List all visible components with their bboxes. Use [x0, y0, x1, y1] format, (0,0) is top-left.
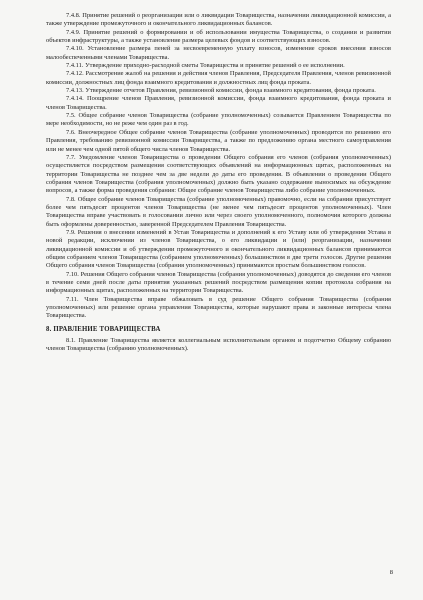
paragraph-7-4-14: 7.4.14. Поощрение членов Правления, ревизионной комиссии, фонда взаимного кредитования, фонда проката и членов Товарищества. [46, 95, 391, 111]
paragraph-8-1: 8.1. Правление Товарищества является коллегиальным исполнительным органом и подотчетно Общему собранию членов Товарищества (собранию уполномоченных). [46, 336, 391, 353]
paragraph-7-10: 7.10. Решения Общего собрания членов Товарищества (собрания уполномоченных) доводятся до сведения его членов в течение семи дней после даты принятия указанных решений посредством размещения копии протокола собрания на информационных щитах, расположенных на территории Товарищества. [46, 270, 391, 295]
paragraph-7-7: 7.7. Уведомление членов Товарищества о проведении Общего собрания его членов (собрания уполномоченных) осуществляется посредством размещения соответствующих объявлений на информационных щитах, расположенных на территории Товарищества не позднее чем за две недели до даты его проведения. В объявлении о проведении Общего собрания членов Товарищества (собрания уполномоченных) должно быть указано содержание выносимых на обсуждение вопросов, а также форма проведения собрания: Общее собрание членов Товарищества либо собрание уполномоченных. [46, 153, 391, 195]
paragraph-7-5: 7.5. Общее собрание членов Товарищества (собрание уполномоченных) созывается Правлением Товарищества по мере необходимости, но не реже чем один раз в год. [46, 112, 391, 128]
paragraph-7-4-8: 7.4.8. Принятие решений о реорганизации или о ликвидации Товарищества, назначении ликвидационной комиссии, а также утверждение промежуточного и окончательного ликвидационных балансов. [46, 12, 391, 28]
section-heading: 8. ПРАВЛЕНИЕ ТОВАРИЩЕСТВА [46, 325, 161, 333]
paragraph-7-4-10: 7.4.10. Установление размера пеней за несвоевременную уплату взносов, изменение сроков внесения взносов малообеспеченными членами Товарищества. [46, 45, 391, 61]
paragraph-7-11: 7.11. Член Товарищества вправе обжаловать в суд решение Общего собрания Товарищества (собрания уполномоченных) или решение органа управления Товарищества, которые нарушают права и законные интересы члена Товарищества. [46, 295, 391, 320]
paragraph-7-4-11: 7.4.11. Утверждение приходно-расходной сметы Товарищества и принятие решений о ее исполнении. [66, 62, 345, 70]
paragraph-7-8: 7.8. Общее собрание членов Товарищества (собрание уполномоченных) правомочно, если на собрании присутствует более чем пятьдесят процентов членов Товарищества (не менее чем пятьдесят процентов уполномоченных). Член Товарищества вправе участвовать в голосовании лично или через своего уполномоченного, полномочия которого должны быть оформлены доверенностью, заверенной Председателем Правления Товарищества. [46, 195, 391, 228]
paragraph-7-4-9: 7.4.9. Принятие решений о формировании и об использовании имущества Товарищества, о создании и развитии объектов инфраструктуры, а также установление размера целевых фондов и соответствующих взносов. [46, 28, 391, 45]
paragraph-7-4-12: 7.4.12. Рассмотрение жалоб на решения и действия членов Правления, Председателя Правления, членов ревизионной комиссии, должностных лиц фонда взаимного кредитования и должностных лиц фонда проката. [46, 70, 391, 86]
page-number: 8 [389, 569, 393, 576]
paragraph-7-6: 7.6. Внеочередное Общее собрание членов Товарищества (собрание уполномоченных) проводится по решению его Правления, требованию ревизионной комиссии Товарищества, а также по предложению органа местного самоуправления или не менее чем одной пятой общего числа членов Товарищества. [46, 128, 391, 153]
paragraph-7-9: 7.9. Решения о внесении изменений в Устав Товарищества и дополнений к его Уставу или об утверждении Устава в новой редакции, исключении из членов Товарищества, о его ликвидации и (или) реорганизации, назначении ликвидационной комиссии и об утверждении промежуточного и окончательного ликвидационных балансов принимаются общим собранием членов Товарищества (собранием уполномоченных) большинством в две трети голосов. Другие решения Общего собрания членов Товарищества (собрания уполномоченных) принимаются простым большинством голосов. [46, 228, 391, 270]
paragraph-7-4-13: 7.4.13. Утверждение отчетов Правления, ревизионной комиссии, фонда взаимного кредитования, фонда проката. [66, 87, 376, 95]
